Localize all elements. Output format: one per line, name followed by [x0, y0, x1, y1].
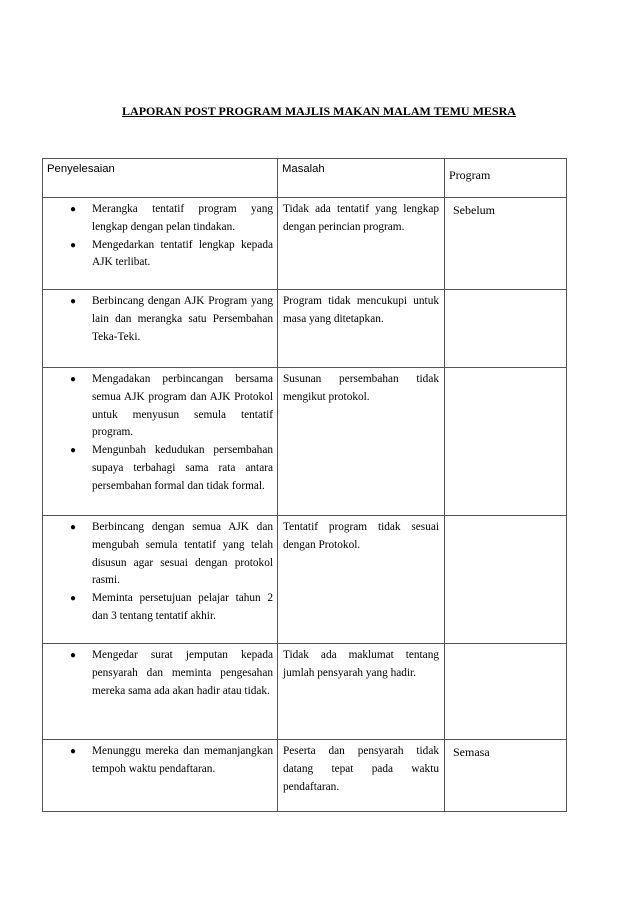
- penyelesaian-cell: [43, 198, 278, 290]
- list-item: ● Merangka tentatif program yang lengkap dengan pelan tindakan.: [92, 201, 273, 237]
- report-table: [42, 158, 567, 812]
- table-row: [43, 740, 567, 812]
- program-cell: [445, 516, 567, 644]
- header-penyelesaian: Penyelesaian: [43, 159, 278, 198]
- list-item: ● Mengunbah kedudukan persembahan supaya terbahagi sama rata antara persembahan formal dan tidak formal.: [92, 442, 273, 495]
- masalah-cell: Susunan persembahan tidak mengikut protokol.: [278, 368, 445, 516]
- table-row: [43, 290, 567, 368]
- penyelesaian-cell: [43, 368, 278, 516]
- list-item: ● Berbincang dengan semua AJK dan mengubah semula tentatif yang telah disusun agar sesuai dengan protokol rasmi.: [92, 519, 273, 590]
- table-row: [43, 644, 567, 740]
- header-masalah: Masalah: [278, 159, 445, 198]
- program-cell: [445, 644, 567, 740]
- list-item: ● Mengadakan perbincangan bersama semua AJK program dan AJK Protokol untuk menyusun semula tentatif program.: [92, 371, 273, 442]
- program-cell: [445, 290, 567, 368]
- program-cell: [445, 368, 567, 516]
- program-cell: Sebelum: [445, 198, 567, 290]
- masalah-cell: Tidak ada maklumat tentang jumlah pensyarah yang hadir.: [278, 644, 445, 740]
- table-row: [43, 368, 567, 516]
- list-item: ● Mengedar surat jemputan kepada pensyarah dan meminta pengesahan mereka sama ada akan hadir atau tidak.: [92, 647, 273, 700]
- list-item: ● Mengedarkan tentatif lengkap kepada AJK terlibat.: [92, 237, 273, 273]
- penyelesaian-cell: [43, 644, 278, 740]
- penyelesaian-cell: [43, 290, 278, 368]
- penyelesaian-cell: [43, 740, 278, 812]
- program-cell: Semasa: [445, 740, 567, 812]
- masalah-cell: Peserta dan pensyarah tidak datang tepat pada waktu pendaftaran.: [278, 740, 445, 812]
- document-title: LAPORAN POST PROGRAM MAJLIS MAKAN MALAM TEMU MESRA: [122, 104, 516, 118]
- penyelesaian-cell: [43, 516, 278, 644]
- table-row: [43, 198, 567, 290]
- list-item: ● Menunggu mereka dan memanjangkan tempoh waktu pendaftaran.: [92, 743, 273, 779]
- masalah-cell: Program tidak mencukupi untuk masa yang ditetapkan.: [278, 290, 445, 368]
- table-row: [43, 516, 567, 644]
- masalah-cell: Tidak ada tentatif yang lengkap dengan perincian program.: [278, 198, 445, 290]
- list-item: ● Berbincang dengan AJK Program yang lain dan merangka satu Persembahan Teka-Teki.: [92, 293, 273, 346]
- table-header-row: [43, 159, 567, 198]
- header-program: Program: [445, 159, 567, 198]
- list-item: ● Meminta persetujuan pelajar tahun 2 dan 3 tentang tentatif akhir.: [92, 590, 273, 626]
- masalah-cell: Tentatif program tidak sesuai dengan Protokol.: [278, 516, 445, 644]
